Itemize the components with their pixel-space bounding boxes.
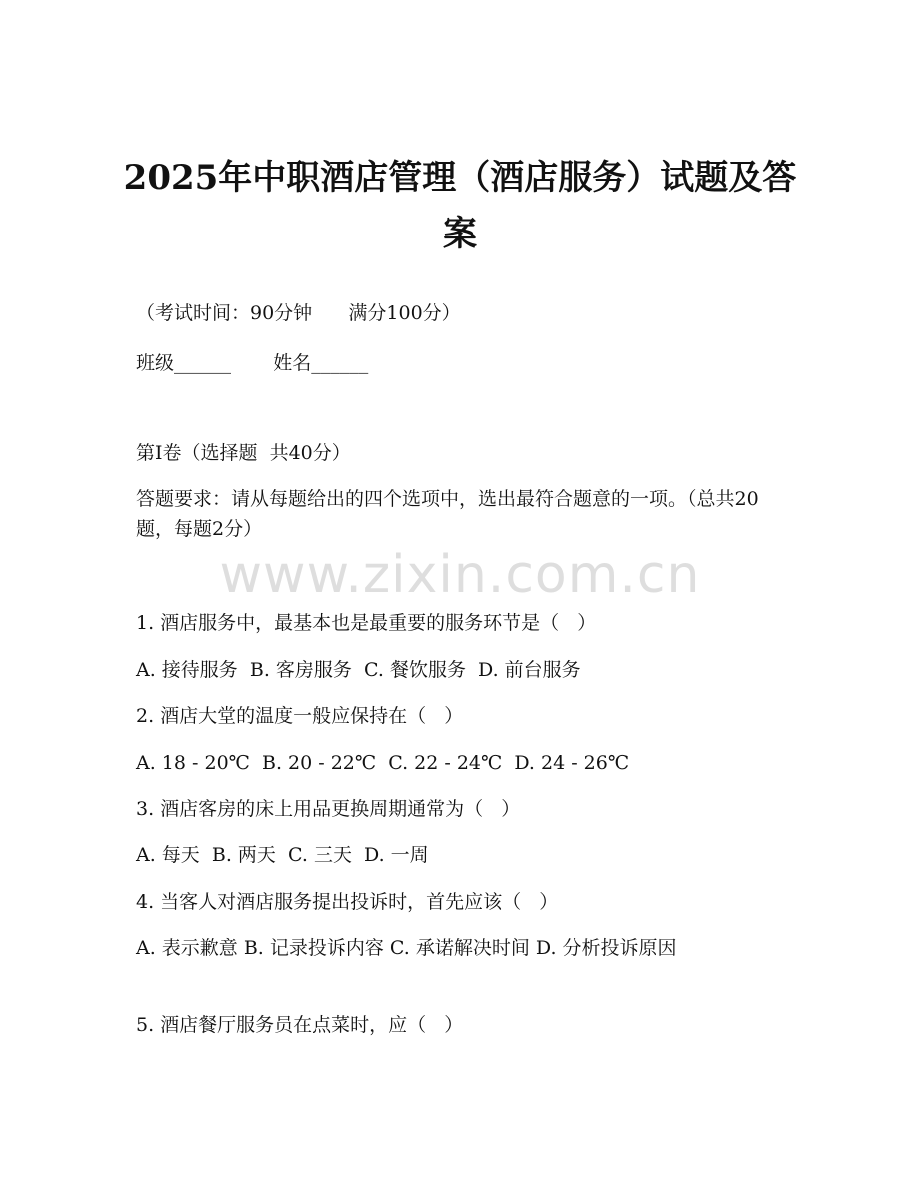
question-stem: 4. 当客人对酒店服务提出投诉时，首先应该（ ） xyxy=(136,891,559,913)
question-options: A. 表示歉意 B. 记录投诉内容 C. 承诺解决时间 D. 分析投诉原因 xyxy=(136,937,677,959)
question-stem: 2. 酒店大堂的温度一般应保持在（ ） xyxy=(136,705,464,727)
question-stem: 3. 酒店客房的床上用品更换周期通常为（ ） xyxy=(136,798,521,820)
question-options: A. 每天 B. 两天 C. 三天 D. 一周 xyxy=(136,844,429,866)
question-stem: 1. 酒店服务中，最基本也是最重要的服务环节是（ ） xyxy=(136,612,597,634)
section-heading: 第I卷（选择题 共40分） xyxy=(136,442,351,464)
question-options: A. 接待服务 B. 客房服务 C. 餐饮服务 D. 前台服务 xyxy=(136,659,581,681)
instructions: 答题要求：请从每题给出的四个选项中，选出最符合题意的一项。（总共20题，每题2分） xyxy=(136,488,759,540)
question-stem: 5. 酒店餐厅服务员在点菜时，应（ ） xyxy=(136,1014,464,1036)
watermark: www.zixin.com.cn xyxy=(219,545,701,605)
exam-info: （考试时间：90分钟 满分100分） xyxy=(136,302,461,324)
document-title: 2025年中职酒店管理（酒店服务）试题及答案 xyxy=(123,158,797,254)
class-name-line: 班级______ 姓名______ xyxy=(136,352,369,374)
question-options: A. 18 - 20℃ B. 20 - 22℃ C. 22 - 24℃ D. 24 - 26℃ xyxy=(136,752,630,774)
